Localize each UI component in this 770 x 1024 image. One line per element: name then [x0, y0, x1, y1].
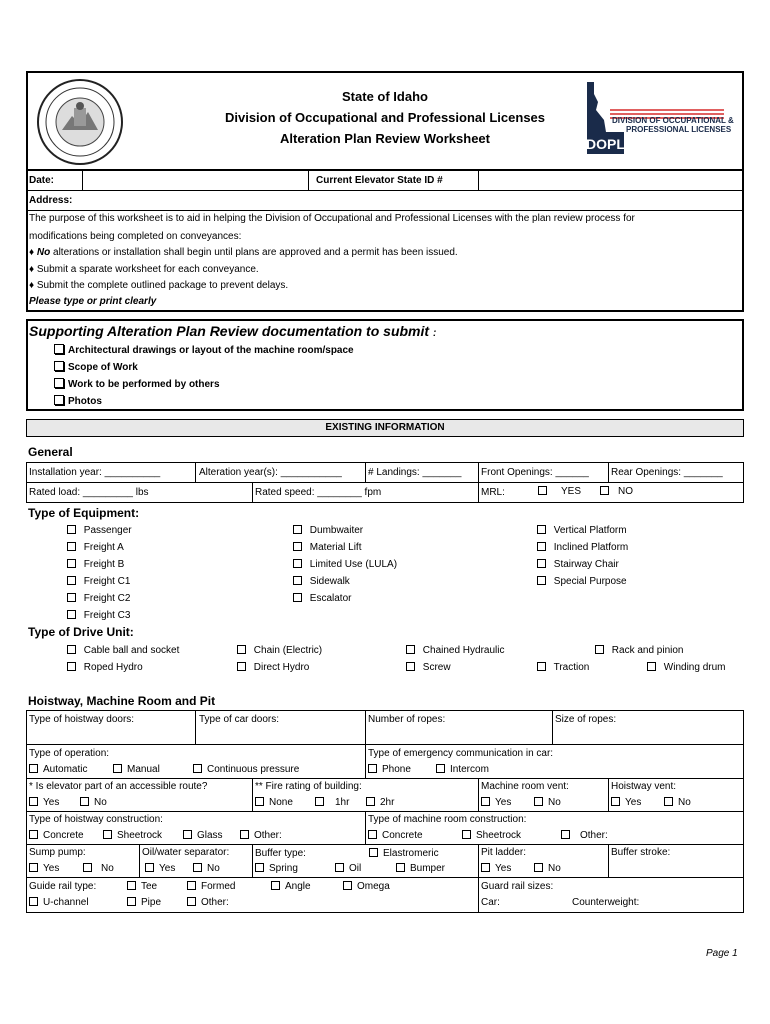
guide-omega[interactable] — [343, 881, 390, 893]
pit-ladder-no[interactable] — [534, 863, 561, 875]
installation-year-field[interactable]: Installation year: __________ — [29, 467, 161, 478]
supporting-item-label: Photos — [68, 396, 102, 407]
emergency-phone[interactable] — [368, 764, 411, 776]
fire-rating-label: ** Fire rating of building: — [255, 781, 362, 792]
equipment-option[interactable] — [537, 576, 627, 588]
hoistway-doors-field[interactable]: Type of hoistway doors: — [29, 714, 135, 725]
option-label: Elastromeric — [383, 848, 439, 859]
option-label: Sheetrock — [117, 830, 163, 841]
elevator-id-field[interactable] — [480, 172, 742, 189]
drive-option[interactable] — [647, 662, 725, 674]
option-label: Yes — [495, 797, 512, 808]
sump-yes[interactable] — [29, 863, 59, 875]
sump-pump-label: Sump pump: — [29, 847, 86, 858]
drive-option[interactable] — [237, 662, 309, 674]
operation-automatic[interactable] — [29, 764, 87, 776]
drive-option[interactable] — [237, 645, 322, 657]
buffer-bumper[interactable] — [396, 863, 445, 875]
option-label: Sheetrock — [476, 830, 522, 841]
checkbox[interactable] — [240, 830, 249, 839]
option-label: Cable ball and socket — [83, 645, 180, 656]
option-label: Roped Hydro — [83, 662, 143, 673]
checkbox[interactable] — [67, 525, 76, 534]
car-doors-field[interactable]: Type of car doors: — [199, 714, 280, 725]
supporting-item-label: Scope of Work — [68, 362, 138, 373]
option-label: Material Lift — [309, 542, 362, 553]
checkbox[interactable] — [293, 559, 302, 568]
machine-concrete[interactable] — [368, 830, 423, 842]
supporting-checkbox[interactable] — [54, 378, 64, 388]
option-label: No — [207, 863, 220, 874]
drive-option[interactable] — [406, 645, 505, 657]
checkbox[interactable] — [187, 897, 196, 906]
checkbox[interactable] — [67, 645, 76, 654]
checkbox[interactable] — [537, 576, 546, 585]
option-label: Concrete — [43, 830, 84, 841]
checkbox[interactable] — [29, 897, 38, 906]
equipment-title: Type of Equipment: — [28, 506, 140, 520]
option-label: None — [269, 797, 293, 808]
checkbox[interactable] — [183, 830, 192, 839]
machine-other[interactable] — [561, 830, 608, 842]
option-label: Stairway Chair — [553, 559, 619, 570]
checkbox[interactable] — [67, 559, 76, 568]
option-label: Freight C1 — [83, 576, 131, 587]
mrl-no-option[interactable] — [600, 486, 633, 498]
option-label: Spring — [269, 863, 298, 874]
equipment-option[interactable] — [293, 559, 397, 571]
purpose-bullet-3: ♦ Submit the complete outlined package to prevent delays. — [29, 280, 289, 291]
checkbox[interactable] — [366, 797, 375, 806]
equipment-option[interactable] — [67, 593, 130, 605]
option-label: Glass — [197, 830, 223, 841]
option-label: Yes — [159, 863, 176, 874]
equipment-option[interactable] — [293, 593, 351, 605]
purpose-bullet-2: ♦ Submit a sparate worksheet for each conveyance. — [29, 264, 259, 275]
supporting-item — [54, 344, 354, 357]
option-label: Other: — [201, 897, 229, 908]
option-label: Winding drum — [663, 662, 726, 673]
drive-option[interactable] — [595, 645, 684, 657]
option-label: Chain (Electric) — [253, 645, 323, 656]
checkbox[interactable] — [436, 764, 445, 773]
purpose-bullet-1-text: alterations or installation shall begin until plans are approved and a permit has been issued. — [53, 247, 458, 258]
option-label: Escalator — [309, 593, 352, 604]
option-label: Screw — [422, 662, 451, 673]
purpose-line-2: modifications being completed on conveyances: — [29, 231, 242, 242]
checkbox[interactable] — [343, 881, 352, 890]
buffer-type-label: Buffer type: — [255, 848, 306, 859]
supporting-checkbox[interactable] — [54, 395, 64, 405]
hoistway-vent-label: Hoistway vent: — [611, 781, 677, 792]
option-label: Limited Use (LULA) — [309, 559, 398, 570]
option-label: Omega — [357, 881, 390, 892]
option-label: No — [678, 797, 691, 808]
supporting-title-text: Supporting Alteration Plan Review documentation to submit — [29, 323, 430, 339]
option-label: Tee — [141, 881, 158, 892]
checkbox[interactable] — [67, 610, 76, 619]
option-label: Phone — [382, 764, 411, 775]
checkbox[interactable] — [600, 486, 609, 495]
logo-text-bottom: PROFESSIONAL LICENSES — [626, 125, 732, 134]
supporting-item-label: Work to be performed by others — [68, 379, 220, 390]
option-label: Pipe — [141, 897, 162, 908]
header-line-2: Division of Occupational and Professional Licenses — [224, 110, 546, 125]
supporting-item-label: Architectural drawings or layout of the machine room/space — [68, 345, 354, 356]
accessible-route-label: * Is elevator part of an accessible route? — [29, 781, 208, 792]
checkbox[interactable] — [537, 662, 546, 671]
guard-rail-sizes-label: Guard rail sizes: — [481, 881, 554, 892]
checkbox[interactable] — [193, 863, 202, 872]
checkbox[interactable] — [595, 645, 604, 654]
checkbox[interactable] — [561, 830, 570, 839]
option-label: Oil — [349, 863, 362, 874]
checkbox[interactable] — [538, 486, 547, 495]
page-number: Page 1 — [706, 948, 738, 959]
option-label: Manual — [127, 764, 160, 775]
machine-vent-no[interactable] — [534, 797, 561, 809]
hoistway-construction-label: Type of hoistway construction: — [29, 814, 163, 825]
checkbox[interactable] — [534, 863, 543, 872]
oil-water-no[interactable] — [193, 863, 220, 875]
option-label: Direct Hydro — [253, 662, 310, 673]
equipment-option[interactable] — [67, 576, 130, 588]
equipment-option[interactable] — [67, 559, 124, 571]
option-label: Special Purpose — [553, 576, 627, 587]
option-label: No — [548, 863, 561, 874]
checkbox[interactable] — [29, 863, 38, 872]
guide-angle[interactable] — [271, 881, 311, 893]
hoistway-concrete[interactable] — [29, 830, 84, 842]
equipment-option[interactable] — [293, 576, 350, 588]
machine-vent-yes[interactable] — [481, 797, 511, 809]
dopl-logo — [584, 80, 734, 156]
supporting-checkbox[interactable] — [54, 344, 64, 354]
guide-pipe[interactable] — [127, 897, 161, 909]
option-label: No — [101, 863, 114, 874]
checkbox[interactable] — [534, 797, 543, 806]
logo-text-top: DIVISION OF OCCUPATIONAL & — [612, 116, 734, 125]
option-label: U-channel — [43, 897, 89, 908]
buffer-oil[interactable] — [335, 863, 361, 875]
checkbox[interactable] — [537, 559, 546, 568]
checkbox[interactable] — [127, 897, 136, 906]
emergency-intercom[interactable] — [436, 764, 489, 776]
checkbox[interactable] — [462, 830, 471, 839]
front-openings-field[interactable]: Front Openings: ______ — [481, 467, 589, 478]
hoistway-vent-no[interactable] — [664, 797, 691, 809]
hoistway-glass[interactable] — [183, 830, 223, 842]
option-label: Freight A — [83, 542, 124, 553]
rated-load-field[interactable]: Rated load: _________ lbs — [29, 487, 149, 498]
checkbox[interactable] — [368, 764, 377, 773]
purpose-bullet-3-text: Submit the complete outlined package to prevent delays. — [36, 280, 289, 291]
checkbox[interactable] — [664, 797, 673, 806]
counterweight-size-field[interactable]: Counterweight: — [572, 897, 640, 908]
header-line-3: Alteration Plan Review Worksheet — [280, 131, 490, 146]
checkbox[interactable] — [647, 662, 656, 671]
general-title: General — [28, 445, 73, 459]
purpose-bullet-2-text: Submit a sparate worksheet for each conveyance. — [36, 264, 259, 275]
supporting-item — [54, 378, 220, 391]
option-label: Automatic — [43, 764, 88, 775]
checkbox[interactable] — [193, 764, 202, 773]
checkbox[interactable] — [271, 881, 280, 890]
option-label: 2hr — [380, 797, 395, 808]
purpose-note: Please type or print clearly — [29, 296, 157, 307]
machine-vent-label: Machine room vent: — [481, 781, 569, 792]
option-label: NO — [618, 486, 633, 497]
drive-option[interactable] — [406, 662, 451, 674]
checkbox[interactable] — [335, 863, 344, 872]
checkbox[interactable] — [293, 542, 302, 551]
checkbox[interactable] — [481, 797, 490, 806]
sump-no[interactable] — [83, 863, 114, 875]
hoistway-vent-yes[interactable] — [611, 797, 641, 809]
drive-title: Type of Drive Unit: — [28, 625, 134, 639]
checkbox[interactable] — [293, 593, 302, 602]
accessible-yes[interactable] — [29, 797, 59, 809]
supporting-title — [29, 323, 436, 342]
option-label: Other: — [580, 830, 608, 841]
option-label: Traction — [553, 662, 590, 673]
equipment-option[interactable] — [537, 559, 619, 571]
checkbox[interactable] — [611, 797, 620, 806]
landings-field[interactable]: # Landings: _______ — [368, 467, 462, 478]
option-label: Continuous pressure — [207, 764, 300, 775]
address-field[interactable] — [80, 192, 742, 209]
option-label: No — [548, 797, 561, 808]
hoistway-other[interactable] — [240, 830, 282, 842]
equipment-option[interactable] — [67, 610, 130, 622]
checkbox[interactable] — [83, 863, 92, 872]
equipment-option[interactable] — [293, 525, 363, 537]
checkbox[interactable] — [29, 830, 38, 839]
checkbox[interactable] — [537, 525, 546, 534]
option-label: Other: — [254, 830, 282, 841]
checkbox[interactable] — [406, 662, 415, 671]
elevator-id-label: Current Elevator State ID # — [316, 175, 443, 186]
address-label: Address: — [29, 195, 73, 206]
checkbox[interactable] — [315, 797, 324, 806]
checkbox[interactable] — [67, 662, 76, 671]
option-label: Angle — [285, 881, 311, 892]
equipment-option[interactable] — [537, 525, 627, 537]
checkbox[interactable] — [406, 645, 415, 654]
checkbox[interactable] — [237, 645, 246, 654]
guide-formed[interactable] — [187, 881, 235, 893]
option-label: Yes — [43, 797, 60, 808]
option-label: Intercom — [450, 764, 489, 775]
num-ropes-field[interactable]: Number of ropes: — [368, 714, 446, 725]
checkbox[interactable] — [293, 525, 302, 534]
checkbox[interactable] — [187, 881, 196, 890]
existing-info-title: EXISTING INFORMATION — [325, 422, 445, 433]
option-label: Bumper — [410, 863, 446, 874]
checkbox[interactable] — [537, 542, 546, 551]
hoistway-title: Hoistway, Machine Room and Pit — [28, 694, 216, 708]
supporting-item — [54, 395, 102, 408]
guide-u-channel[interactable] — [29, 897, 89, 909]
checkbox[interactable] — [368, 830, 377, 839]
equipment-option[interactable] — [67, 525, 132, 537]
logo-abbrev: DOPL — [586, 136, 625, 152]
guide-rail-label: Guide rail type: — [29, 881, 97, 892]
drive-option[interactable] — [537, 662, 589, 674]
state-seal — [36, 78, 124, 166]
rear-openings-field[interactable]: Rear Openings: _______ — [611, 467, 723, 478]
supporting-title-colon: : — [432, 328, 437, 339]
option-label: Passenger — [83, 525, 132, 536]
machine-sheetrock[interactable] — [462, 830, 521, 842]
machine-construction-label: Type of machine room construction: — [368, 814, 527, 825]
mrl-yes-option[interactable] — [538, 486, 581, 498]
option-label: Formed — [201, 881, 236, 892]
header-title-block — [130, 86, 640, 149]
checkbox[interactable] — [113, 764, 122, 773]
option-label: Dumbwaiter — [309, 525, 364, 536]
checkbox[interactable] — [255, 863, 264, 872]
checkbox[interactable] — [29, 797, 38, 806]
drive-option[interactable] — [67, 662, 143, 674]
option-label: 1hr — [335, 797, 350, 808]
checkbox[interactable] — [481, 863, 490, 872]
pit-ladder-yes[interactable] — [481, 863, 511, 875]
pit-ladder-label: Pit ladder: — [481, 847, 527, 858]
guide-other[interactable] — [187, 897, 229, 909]
option-label: Yes — [43, 863, 60, 874]
fire-none[interactable] — [255, 797, 293, 809]
equipment-option[interactable] — [293, 542, 361, 554]
guide-tee[interactable] — [127, 881, 157, 893]
purpose-bullet-1: ♦ No alterations or installation shall begin until plans are approved and a permit has been issued. — [29, 247, 458, 258]
equipment-option[interactable] — [537, 542, 628, 554]
mrl-label: MRL: — [481, 487, 505, 498]
checkbox[interactable] — [103, 830, 112, 839]
checkbox[interactable] — [67, 593, 76, 602]
buffer-elastromeric[interactable] — [369, 848, 439, 860]
checkbox[interactable] — [369, 848, 378, 857]
option-label: Chained Hydraulic — [422, 645, 505, 656]
option-label: Yes — [625, 797, 642, 808]
checkbox[interactable] — [293, 576, 302, 585]
option-label: No — [94, 797, 107, 808]
checkbox[interactable] — [145, 863, 154, 872]
operation-continuous[interactable] — [193, 764, 299, 776]
header-line-1: State of Idaho — [342, 89, 428, 104]
purpose-bullet-1-em: No — [36, 247, 51, 258]
operation-label: Type of operation: — [29, 748, 110, 759]
hoistway-sheetrock[interactable] — [103, 830, 162, 842]
checkbox[interactable] — [67, 576, 76, 585]
fire-2hr[interactable] — [366, 797, 394, 809]
rated-speed-field[interactable]: Rated speed: ________ fpm — [255, 487, 382, 498]
option-label: Freight B — [83, 559, 125, 570]
emergency-comm-label: Type of emergency communication in car: — [368, 748, 554, 759]
option-label: YES — [561, 486, 582, 497]
drive-option[interactable] — [67, 645, 179, 657]
buffer-spring[interactable] — [255, 863, 298, 875]
fire-1hr[interactable] — [315, 797, 349, 809]
option-label: Sidewalk — [309, 576, 350, 587]
option-label: Concrete — [382, 830, 423, 841]
option-label: Freight C3 — [83, 610, 131, 621]
date-label: Date: — [29, 175, 55, 186]
date-field[interactable] — [84, 172, 306, 189]
operation-manual[interactable] — [113, 764, 160, 776]
option-label: Vertical Platform — [553, 525, 627, 536]
checkbox[interactable] — [29, 764, 38, 773]
buffer-stroke-field[interactable]: Buffer stroke: — [611, 847, 671, 858]
option-label: Freight C2 — [83, 593, 131, 604]
alteration-years-field[interactable]: Alteration year(s): ___________ — [199, 467, 342, 478]
supporting-item — [54, 361, 138, 374]
car-size-field[interactable]: Car: — [481, 897, 500, 908]
option-label: Yes — [495, 863, 512, 874]
checkbox[interactable] — [80, 797, 89, 806]
checkbox[interactable] — [396, 863, 405, 872]
accessible-no[interactable] — [80, 797, 107, 809]
checkbox[interactable] — [237, 662, 246, 671]
purpose-line-1: The purpose of this worksheet is to aid in helping the Division of Occupational and Professional Licenses with the plan review process for — [29, 213, 635, 224]
equipment-option[interactable] — [67, 542, 124, 554]
option-label: Rack and pinion — [611, 645, 684, 656]
supporting-checkbox[interactable] — [54, 361, 64, 371]
checkbox[interactable] — [127, 881, 136, 890]
size-ropes-field[interactable]: Size of ropes: — [555, 714, 617, 725]
checkbox[interactable] — [67, 542, 76, 551]
oil-water-label: Oil/water separator: — [142, 847, 230, 858]
option-label: Inclined Platform — [553, 542, 629, 553]
checkbox[interactable] — [255, 797, 264, 806]
oil-water-yes[interactable] — [145, 863, 175, 875]
